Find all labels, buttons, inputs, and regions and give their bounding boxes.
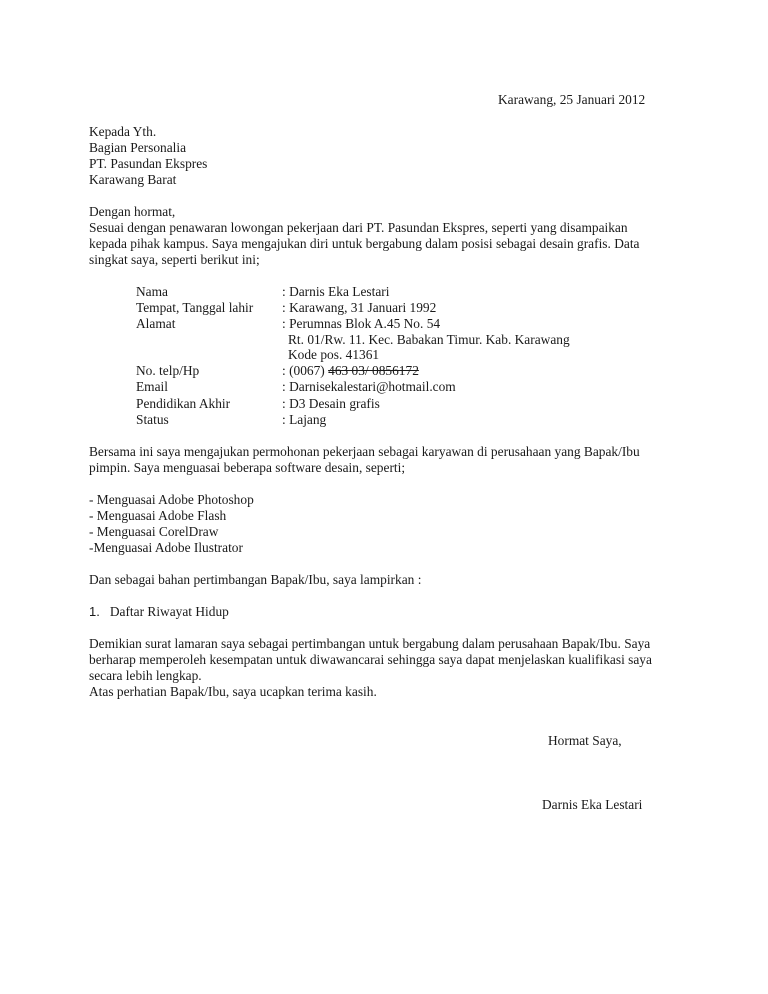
application-line: pimpin. Saya menguasai beberapa software desain, seperti; — [89, 460, 406, 475]
intro-line: kepada pihak kampus. Saya mengajukan diri untuk bergabung dalam posisi sebagai desain grafis. Data — [89, 236, 640, 251]
skill-item: - Menguasai Adobe Flash — [89, 508, 227, 523]
recipient-line: Kepada Yth. — [89, 124, 157, 139]
skill-item: - Menguasai CorelDraw — [89, 524, 219, 539]
field-label: Email — [136, 379, 168, 394]
field-value: : Perumnas Blok A.45 No. 54 — [282, 316, 441, 331]
attachment-item — [89, 604, 229, 620]
field-label: Alamat — [136, 316, 176, 331]
intro-line: Sesuai dengan penawaran lowongan pekerjaan dari PT. Pasundan Ekspres, seperti yang disampaikan — [89, 220, 628, 235]
field-label: Pendidikan Akhir — [136, 396, 231, 411]
field-value: : Karawang, 31 Januari 1992 — [282, 300, 437, 315]
greeting: Dengan hormat, — [89, 204, 176, 219]
intro-line: singkat saya, seperti berikut ini; — [89, 252, 260, 267]
intro-paragraph — [89, 220, 689, 268]
recipient-block — [89, 124, 689, 188]
field-label: Tempat, Tanggal lahir — [136, 300, 254, 315]
application-line: Bersama ini saya mengajukan permohonan pekerjaan sebagai karyawan di perusahaan yang Bapak/Ibu — [89, 444, 640, 459]
field-label: No. telp/Hp — [136, 363, 200, 378]
closing-line: berharap memperoleh kesempatan untuk diwawancarai sehingga saya dapat menjelaskan kualifikasi saya — [89, 652, 652, 667]
field-value: Kode pos. 41361 — [288, 347, 380, 362]
field-value: : D3 Desain grafis — [282, 396, 380, 411]
field-label: Nama — [136, 284, 168, 299]
attachment-text: Daftar Riwayat Hidup — [109, 604, 229, 619]
field-value — [282, 363, 419, 379]
recipient-line: PT. Pasundan Ekspres — [89, 156, 208, 171]
skill-item: - Menguasai Adobe Photoshop — [89, 492, 254, 507]
field-label: Status — [136, 412, 169, 427]
skill-item: -Menguasai Adobe Ilustrator — [89, 540, 243, 555]
date-line: Karawang, 25 Januari 2012 — [498, 92, 646, 107]
closing-line: secara lebih lengkap. — [89, 668, 202, 683]
closing-line: Atas perhatian Bapak/Ibu, saya ucapkan terima kasih. — [89, 684, 377, 699]
attachment-number: 1. — [89, 604, 100, 619]
recipient-line: Karawang Barat — [89, 172, 177, 187]
skills-list — [89, 492, 689, 556]
recipient-line: Bagian Personalia — [89, 140, 187, 155]
phone-prefix: : (0067) — [282, 363, 329, 378]
field-value — [282, 379, 456, 395]
email-address: Darnisekalestari@hotmail.com — [289, 379, 456, 394]
closing-paragraph — [89, 636, 689, 700]
field-value: : Lajang — [282, 412, 327, 427]
closing-line: Demikian surat lamaran saya sebagai pertimbangan untuk bergabung dalam perusahaan Bapak/Ibu. Saya — [89, 636, 651, 651]
field-value: Rt. 01/Rw. 11. Kec. Babakan Timur. Kab. Karawang — [288, 332, 570, 347]
email-prefix: : — [282, 379, 290, 394]
signoff: Hormat Saya, — [548, 733, 622, 748]
application-paragraph — [89, 444, 689, 476]
attachments-intro: Dan sebagai bahan pertimbangan Bapak/Ibu, saya lampirkan : — [89, 572, 422, 587]
phone-struck: 463 03/ 0856172 — [328, 363, 419, 378]
signature-name: Darnis Eka Lestari — [542, 797, 643, 812]
field-value: : Darnis Eka Lestari — [282, 284, 390, 299]
